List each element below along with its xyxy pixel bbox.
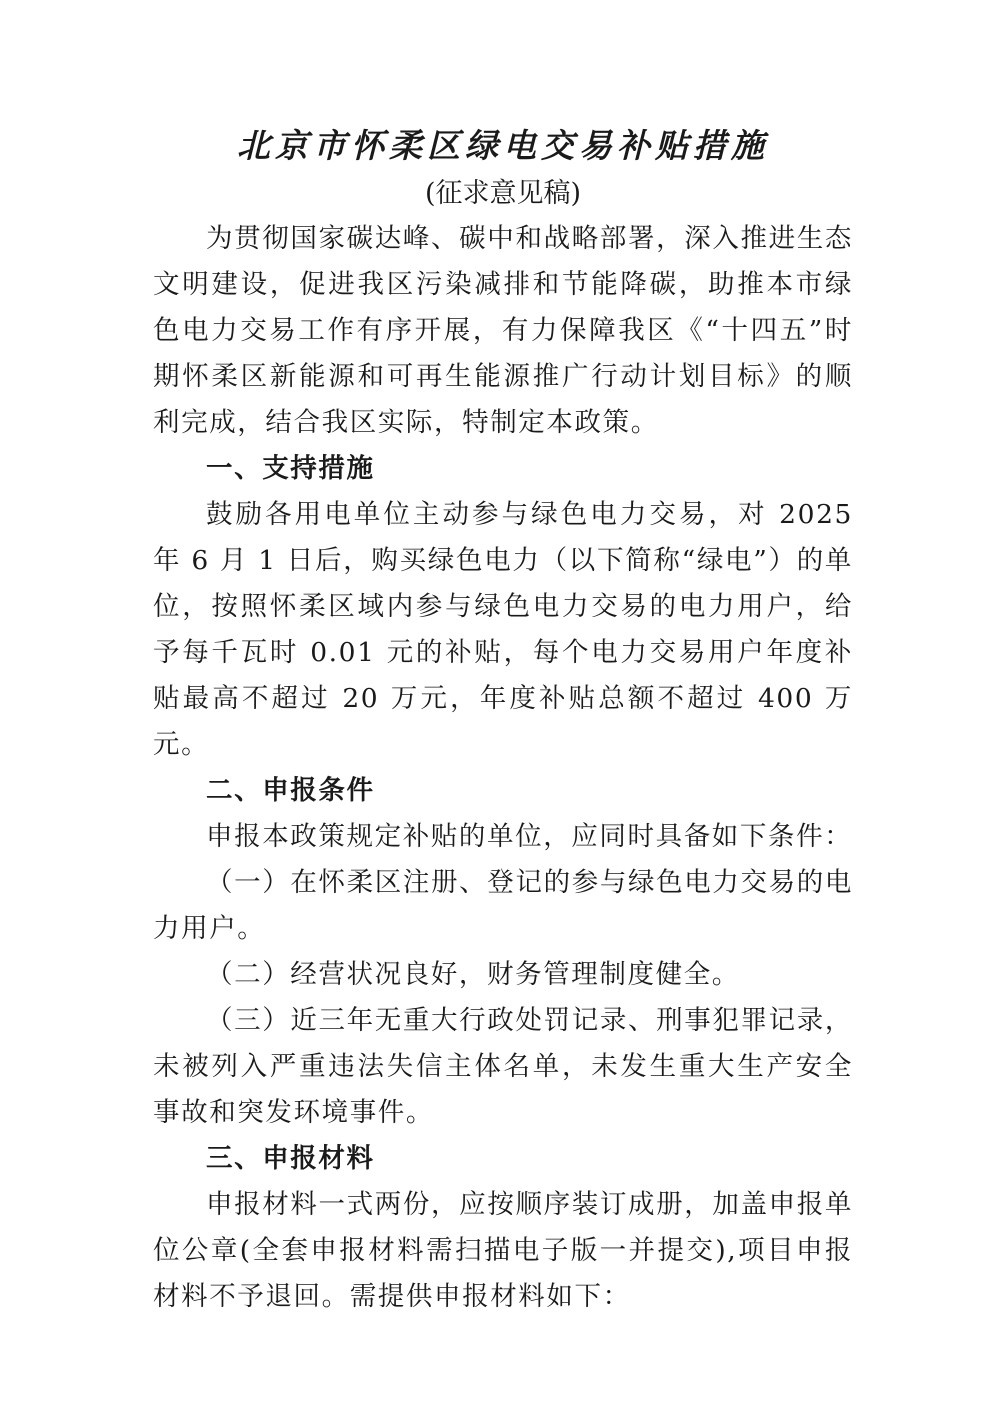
document-page [153, 120, 853, 1320]
section-support-measures [153, 446, 853, 768]
condition-item-1: （一）在怀柔区注册、登记的参与绿色电力交易的电力用户。 [153, 867, 853, 944]
section-heading: 二、申报条件 [206, 775, 375, 806]
section-heading: 一、支持措施 [206, 453, 375, 484]
section-paragraph: 申报本政策规定补贴的单位，应同时具备如下条件： [206, 821, 853, 852]
condition-item-3: （三）近三年无重大行政处罚记录、刑事犯罪记录，未被列入严重违法失信主体名单，未发生重大生产安全事故和突发环境事件。 [153, 1005, 853, 1128]
document-subtitle: (征求意见稿) [424, 178, 582, 209]
section-paragraph: 申报材料一式两份，应按顺序装订成册，加盖申报单位公章(全套申报材料需扫描电子版一并提交),项目申报材料不予退回。需提供申报材料如下： [153, 1189, 853, 1312]
condition-item-2: （二）经营状况良好，财务管理制度健全。 [206, 959, 740, 990]
section-heading: 三、申报材料 [206, 1143, 375, 1174]
section-application-conditions [153, 768, 853, 1136]
intro-paragraph: 为贯彻国家碳达峰、碳中和战略部署，深入推进生态文明建设，促进我区污染减排和节能降碳，助推本市绿色电力交易工作有序开展，有力保障我区《“十四五”时期怀柔区新能源和可再生能源推广行动计划目标》的顺利完成，结合我区实际，特制定本政策。 [153, 223, 853, 438]
section-application-materials [153, 1136, 853, 1320]
document-title: 北京市怀柔区绿电交易补贴措施 [237, 126, 769, 165]
section-paragraph: 鼓励各用电单位主动参与绿色电力交易，对 2025 年 6 月 1 日后，购买绿色电力（以下简称“绿电”）的单位，按照怀柔区域内参与绿色电力交易的电力用户，给予每千瓦时 0.01 元的补贴，每个电力交易用户年度补贴最高不超过 20 万元，年度补贴总额不超过 400 万元。 [153, 499, 853, 760]
